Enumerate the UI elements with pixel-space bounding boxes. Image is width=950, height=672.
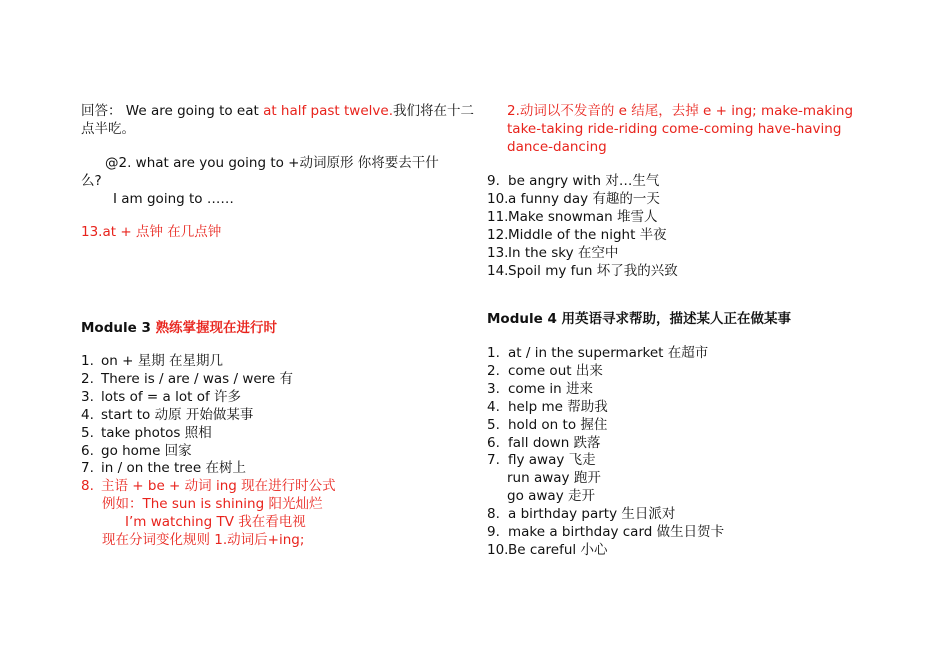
rule-2-line1: 2.动词以不发音的 e 结尾，去掉 e + ing; make-making [507, 103, 854, 119]
list-item [487, 172, 659, 190]
list-item-text: at / in the supermarket 在超市 [508, 345, 709, 361]
list-item [81, 406, 253, 424]
list-item-number: 5. [81, 424, 94, 441]
list-item [81, 459, 246, 477]
example-line-2: I’m watching TV 我在看电视 [125, 514, 306, 530]
list-item-text: on + 星期 在星期几 [101, 353, 224, 369]
list-item [487, 208, 658, 226]
list-item-text: take photos 照相 [101, 424, 212, 441]
list-item-text: start to 动原 开始做某事 [101, 406, 254, 423]
item-7-sub-run-away: run away 跑开 [507, 470, 601, 486]
list-item [487, 362, 603, 380]
list-item [487, 344, 708, 362]
list-item-text: Be careful 小心 [508, 541, 608, 558]
question-2-line1: @2. what are you going to +动词原形 你将要去干什 [105, 155, 439, 171]
list-item-text: 主语 + be + 动词 ing 现在进行时公式 [101, 478, 336, 495]
list-item [487, 416, 607, 434]
list-item-number: 9. [487, 173, 500, 189]
list-item-text: Middle of the night 半夜 [508, 226, 667, 243]
answer-chinese: 我们将在十二 [393, 103, 474, 119]
rule-2-line2: take-taking ride-riding come-coming have-having [507, 121, 842, 137]
list-item [487, 434, 601, 452]
list-item-number: 7. [487, 452, 500, 469]
rule-line-1: 现在分词变化规则 1.动词后+ing; [102, 532, 305, 548]
list-item-number: 8. [81, 478, 94, 495]
list-item-text: There is / are / was / were 有 [101, 370, 294, 387]
answer-highlight: at half past twelve. [263, 103, 393, 119]
list-item-text: lots of = a lot of 许多 [101, 388, 241, 405]
list-item-text: a birthday party 生日派对 [508, 506, 676, 522]
list-item-text: Spoil my fun 坏了我的兴致 [508, 262, 678, 279]
list-item [81, 477, 336, 495]
list-item [487, 523, 724, 541]
list-item-number: 2. [487, 362, 500, 379]
list-item [487, 505, 675, 523]
list-item-text: Make snowman 堆雪人 [508, 208, 658, 225]
question-2-line2: 么? [81, 173, 102, 189]
list-item-text: be angry with 对…生气 [508, 173, 660, 189]
list-item-number: 6. [487, 434, 500, 451]
list-item-number: 3. [487, 380, 500, 397]
list-item-text: go home 回家 [101, 442, 192, 459]
list-item [81, 370, 293, 388]
list-item [487, 226, 667, 244]
list-item-number: 4. [487, 398, 500, 415]
item-7-sub-go-away: go away 走开 [507, 488, 595, 504]
list-item-number: 3. [81, 388, 94, 405]
list-item-number: 1. [81, 353, 94, 369]
list-item-number: 8. [487, 506, 500, 522]
list-item-number: 12. [487, 226, 509, 243]
list-item-number: 9. [487, 523, 500, 540]
list-item-text: come in 进来 [508, 380, 594, 397]
list-item [81, 442, 192, 460]
list-item-number: 2. [81, 370, 94, 387]
list-item [487, 190, 660, 208]
list-item-text: fly away 飞走 [508, 452, 596, 469]
list-item-number: 1. [487, 345, 500, 361]
list-item [487, 398, 608, 416]
list-item [81, 388, 241, 406]
list-item [487, 380, 593, 398]
list-item-text: a funny day 有趣的一天 [508, 190, 660, 207]
list-item-number: 10. [487, 190, 509, 207]
list-item-number: 4. [81, 406, 94, 423]
module-3-heading [81, 319, 277, 337]
example-line-1: 例如：The sun is shining 阳光灿烂 [102, 496, 323, 512]
rule-2-line3: dance-dancing [507, 139, 607, 155]
list-item-number: 14. [487, 262, 509, 279]
list-item-text: make a birthday card 做生日贺卡 [508, 523, 725, 540]
list-item-number: 10. [487, 541, 509, 558]
module-3-title: Module 3 [81, 320, 156, 336]
list-item [487, 244, 618, 262]
list-item-number: 7. [81, 460, 94, 477]
list-item-text: help me 帮助我 [508, 398, 608, 415]
list-item [81, 352, 223, 370]
list-item-number: 5. [487, 416, 500, 433]
list-item [487, 262, 678, 280]
list-item-text: come out 出来 [508, 362, 603, 379]
list-item-number: 6. [81, 442, 94, 459]
list-item-text: in / on the tree 在树上 [101, 460, 246, 477]
module-4-heading: Module 4 用英语寻求帮助，描述某人正在做某事 [487, 311, 792, 327]
list-item-text: fall down 跌落 [508, 434, 601, 451]
list-item [487, 451, 596, 469]
list-item-number: 13. [487, 244, 509, 261]
list-item-text: In the sky 在空中 [508, 244, 619, 261]
list-item-number: 11. [487, 208, 509, 225]
list-item-text: hold on to 握住 [508, 416, 608, 433]
answer-line [81, 102, 474, 120]
list-item [81, 424, 212, 442]
item-13-at-clock: 13.at + 点钟 在几点钟 [81, 224, 222, 240]
answer-prefix: 回答： We are going to eat [81, 103, 264, 119]
question-2-answer: I am going to …… [113, 191, 234, 207]
answer-continuation: 点半吃。 [81, 121, 135, 137]
module-3-subtitle: 熟练掌握现在进行时 [155, 320, 278, 336]
list-item [487, 541, 607, 559]
